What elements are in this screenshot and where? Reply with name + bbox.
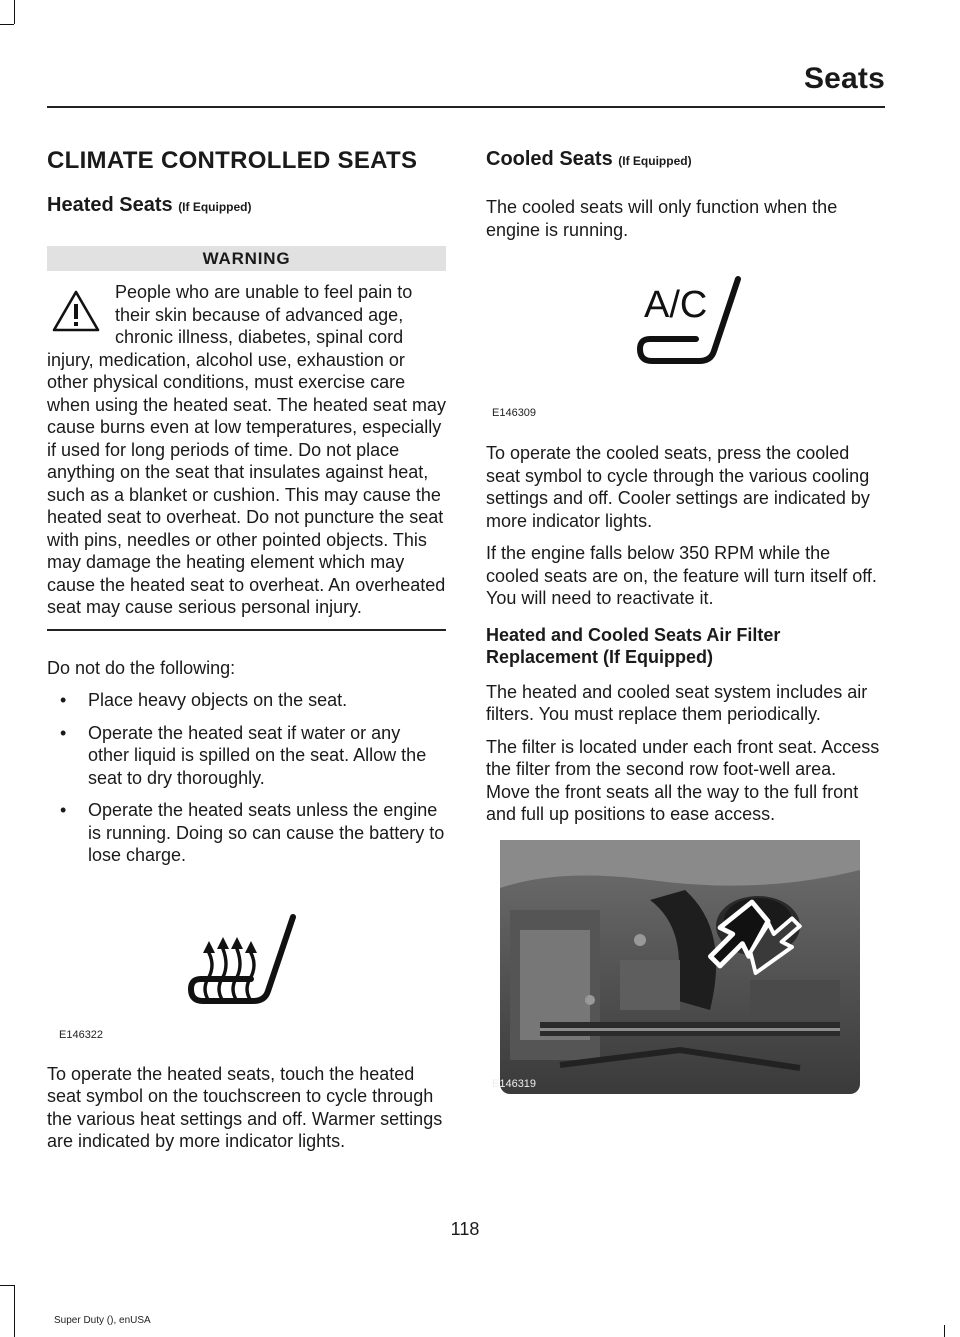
crop-mark xyxy=(14,0,15,24)
header-rule xyxy=(47,106,885,108)
warning-box xyxy=(47,281,446,631)
list-item: • Place heavy objects on the seat. xyxy=(47,689,446,712)
do-not-list xyxy=(47,689,446,867)
heated-seats-heading xyxy=(47,192,446,220)
figure-id: E146319 xyxy=(492,1077,537,1090)
crop-mark xyxy=(0,24,14,25)
page-number: 118 xyxy=(450,1219,480,1239)
footer-text: Super Duty (), enUSA xyxy=(54,1315,151,1326)
cooled-seats-title: Cooled Seats xyxy=(486,148,613,170)
rpm-text: If the engine falls below 350 RPM while the cooled seats are on, the feature will turn itself off. You will need to reactivate it. xyxy=(486,543,877,608)
warning-triangle-icon xyxy=(51,289,101,333)
figure-id: E146309 xyxy=(492,407,537,419)
warning-label: WARNING xyxy=(47,246,446,271)
do-not-intro: Do not do the following: xyxy=(47,657,236,678)
section-heading: CLIMATE CONTROLLED SEATS xyxy=(47,147,418,174)
warning-text: People who are unable to feel pain to their skin because of advanced age, chronic illness, diabetes, spinal cord injury, medication, alcohol use, exhaustion or other physical conditions, must exercise care when using the heated seat. The heated seat may cause burns even at low temperatures, especially if used for long periods of time. Do not place anything on the seat that insulates against heat, such as a blanket or cushion. This may cause the heated seat to overheat. Do not puncture the seat with pins, needles or other pointed objects. This may damage the heating element which may cause the heated seat to overheat. An overheated seat may cause serious personal injury. xyxy=(47,282,446,617)
crop-mark xyxy=(0,1285,14,1286)
page-header-title: Seats xyxy=(803,62,885,95)
crop-mark xyxy=(944,1325,945,1337)
if-equipped-note: (If Equipped) xyxy=(178,200,252,214)
filter-heading: Heated and Cooled Seats Air Filter Replacement (If Equipped) xyxy=(486,624,781,667)
list-item: • Operate the heated seats unless the engine is running. Doing so can cause the battery to lose charge. xyxy=(47,799,446,867)
list-item: • Operate the heated seat if water or any other liquid is spilled on the seat. Allow the seat to dry thoroughly. xyxy=(47,722,446,790)
cooled-seat-figure xyxy=(486,265,885,430)
air-filter-photo xyxy=(500,840,860,1094)
cooled-seats-heading xyxy=(486,146,885,174)
filter-text-2: The filter is located under each front seat. Access the filter from the second row foot-well area. Move the front seats all the way to the full front and full up positions to ease access. xyxy=(486,736,880,824)
heated-seat-icon xyxy=(183,909,308,1009)
air-filter-figure xyxy=(486,840,885,1094)
crop-mark xyxy=(14,1285,15,1337)
ac-label: A/C xyxy=(644,284,708,326)
heated-seat-figure xyxy=(47,901,446,1051)
figure-id: E146322 xyxy=(59,1028,104,1041)
filter-text-1: The heated and cooled seat system includes air filters. You must replace them periodically. xyxy=(486,681,868,724)
left-column xyxy=(47,140,446,1153)
if-equipped-note: (If Equipped) xyxy=(618,154,692,168)
right-column xyxy=(486,140,885,1094)
cooled-seat-icon xyxy=(634,273,746,369)
heated-seats-title: Heated Seats xyxy=(47,194,173,216)
heated-operate-text: To operate the heated seats, touch the heated seat symbol on the touchscreen to cycle through the various heat settings and off. Warmer settings are indicated by more indicator lights. xyxy=(47,1063,443,1151)
cooled-operate-text: To operate the cooled seats, press the cooled seat symbol to cycle through the various cooling settings and off. Cooler settings are indicated by more indicator lights. xyxy=(486,443,870,531)
cooled-intro-text: The cooled seats will only function when the engine is running. xyxy=(486,197,838,240)
